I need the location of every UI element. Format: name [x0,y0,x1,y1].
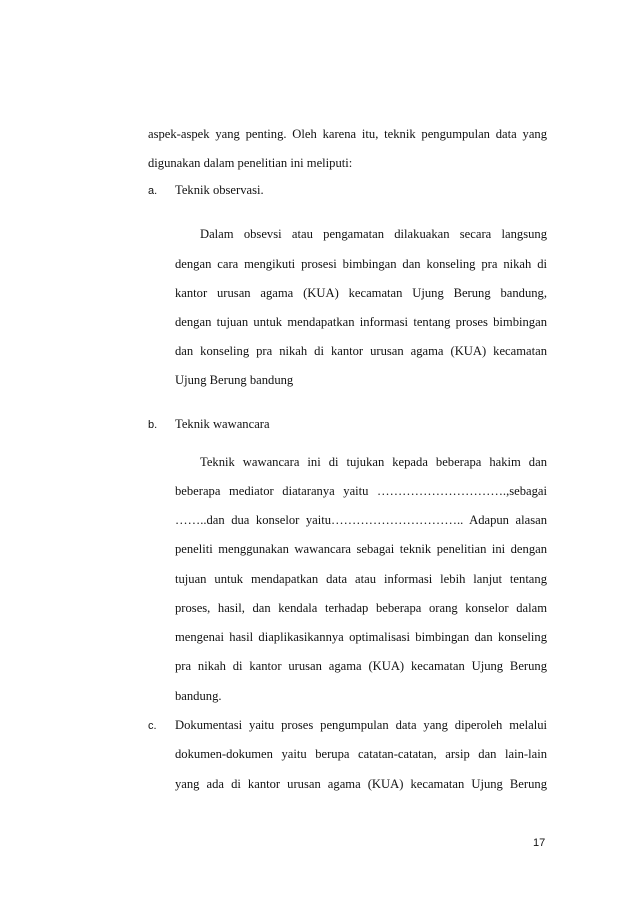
list-marker-c: c. [148,720,157,732]
dokumentasi-line-1: Dokumentasi yaitu proses pengumpulan data yang diperoleh melalui [175,718,547,732]
observasi-line-5: dan konseling pra nikah di kantor urusan agama (KUA) kecamatan [175,344,547,358]
dokumentasi-line-2: dokumen-dokumen yaitu berupa catatan-catatan, arsip dan lain-lain [175,747,547,761]
list-marker-a: a. [148,185,158,197]
intro-line-2: digunakan dalam penelitian ini meliputi: [148,156,353,170]
observasi-line-3: kantor urusan agama (KUA) kecamatan Ujung Berung bandung, [175,286,547,300]
wawancara-line-8: pra nikah di kantor urusan agama (KUA) kecamatan Ujung Berung [175,659,547,673]
wawancara-line-9: bandung. [175,689,222,703]
observasi-line-6: Ujung Berung bandung [175,373,294,387]
wawancara-line-2: beberapa mediator diataranya yaitu ………………………….,sebagai [175,484,547,498]
page-number: 17 [533,837,546,849]
observasi-line-1: Dalam obsevsi atau pengamatan dilakuakan secara langsung [200,227,547,241]
wawancara-line-1: Teknik wawancara ini di tujukan kepada beberapa hakim dan [200,455,547,469]
dokumentasi-line-3: yang ada di kantor urusan agama (KUA) kecamatan Ujung Berung [175,777,547,791]
wawancara-line-7: mengenai hasil diaplikasikannya optimalisasi bimbingan dan konseling [175,630,547,644]
observasi-line-4: dengan tujuan untuk mendapatkan informasi tentang proses bimbingan [175,315,547,329]
observasi-line-2: dengan cara mengikuti prosesi bimbingan dan konseling pra nikah di [175,257,547,271]
heading-wawancara: Teknik wawancara [175,417,270,431]
wawancara-line-4: peneliti menggunakan wawancara sebagai teknik penelitian ini dengan [175,542,547,556]
wawancara-line-6: proses, hasil, dan kendala terhadap beberapa orang konselor dalam [175,601,547,615]
intro-line-1: aspek-aspek yang penting. Oleh karena itu, teknik pengumpulan data yang [148,127,547,141]
wawancara-line-3: ……..dan dua konselor yaitu………………………….. Adapun alasan [175,513,547,527]
list-marker-b: b. [148,419,158,431]
heading-observasi: Teknik observasi. [175,183,264,197]
wawancara-line-5: tujuan untuk mendapatkan data atau informasi lebih lanjut tentang [175,572,547,586]
